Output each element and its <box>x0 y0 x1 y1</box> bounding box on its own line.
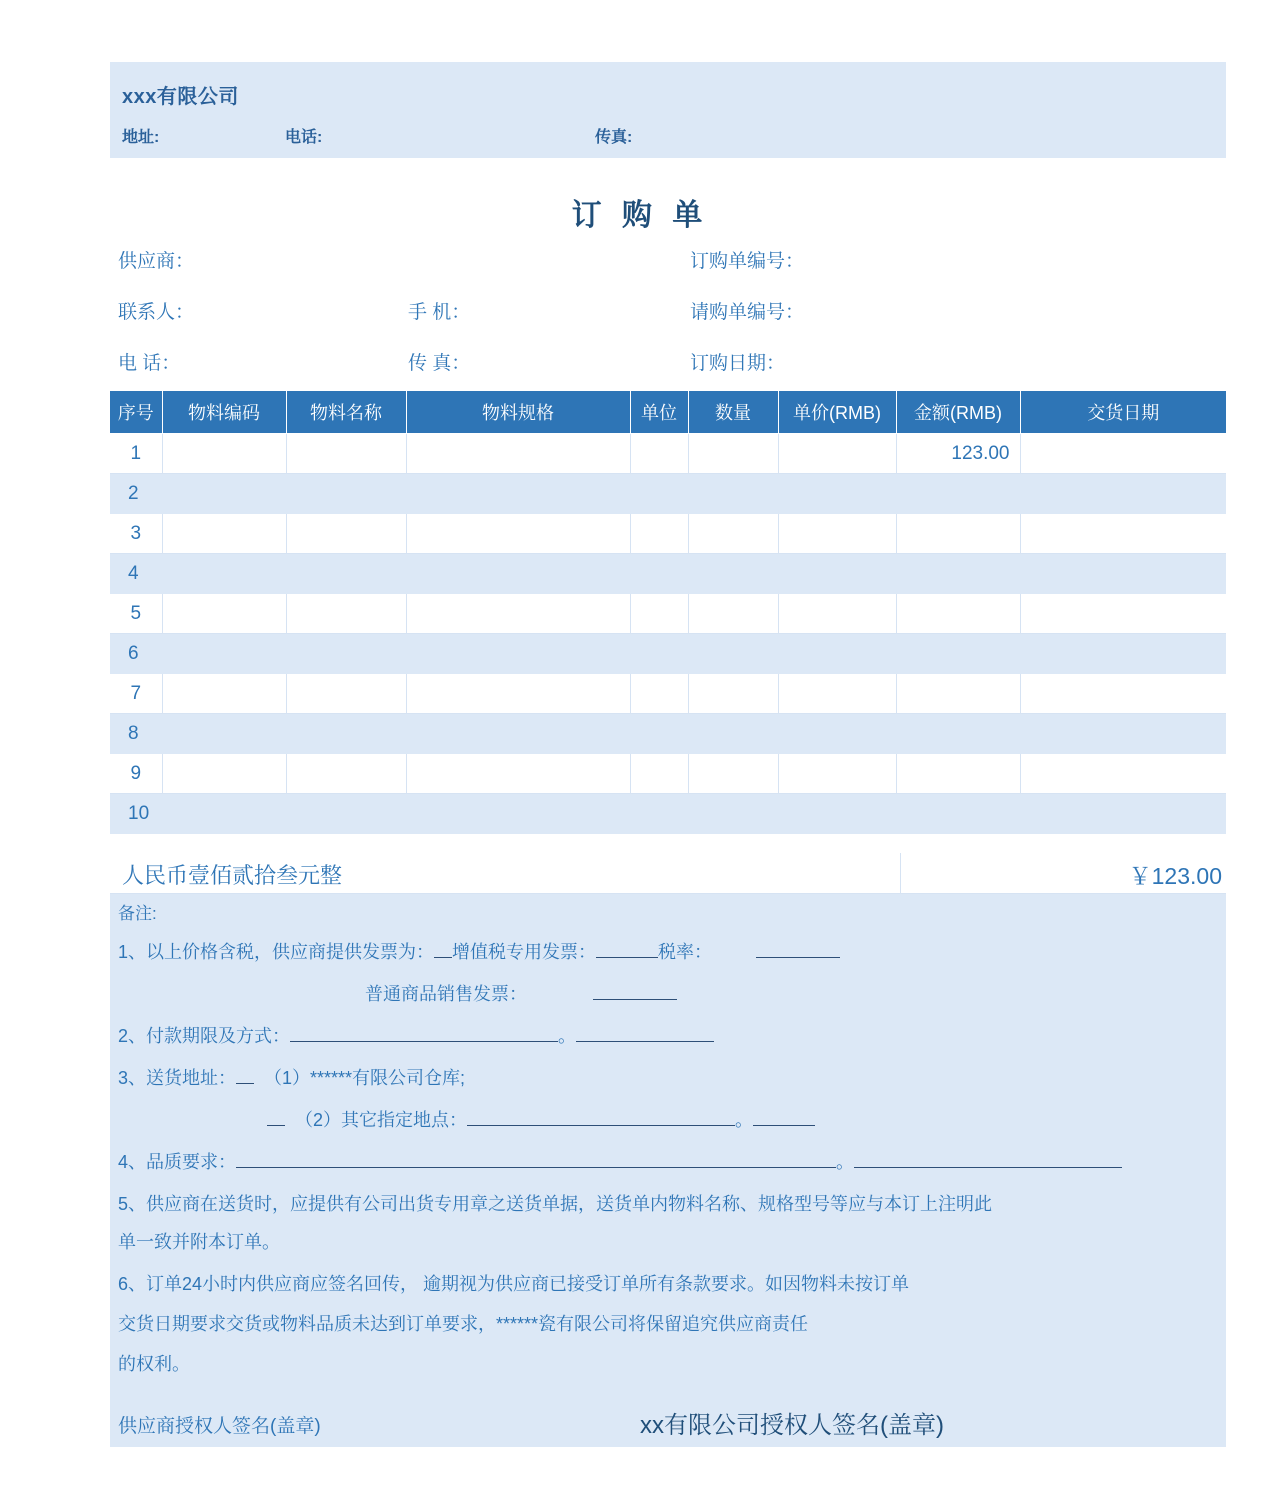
cell-price[interactable] <box>778 674 896 714</box>
cell-delivery[interactable] <box>1020 514 1226 554</box>
cell-unit[interactable] <box>630 634 688 674</box>
supplier-label: 供应商： <box>118 251 195 272</box>
cell-delivery[interactable] <box>1020 714 1226 754</box>
note-1 <box>118 942 840 964</box>
fax-label: 传 真： <box>408 353 471 374</box>
table-row[interactable] <box>110 794 1226 834</box>
signature-row <box>110 1405 1226 1447</box>
cell-price[interactable] <box>778 554 896 594</box>
note-4 <box>118 1152 1122 1174</box>
cell-code[interactable] <box>162 474 286 514</box>
note-3 <box>118 1068 465 1090</box>
meta-line-2 <box>110 297 1230 337</box>
cell-delivery[interactable] <box>1020 554 1226 594</box>
table-row[interactable] <box>110 714 1226 754</box>
meta-line-3 <box>110 348 1230 388</box>
cell-amount[interactable] <box>896 634 1020 674</box>
col-header-spec: 物料规格 <box>406 391 630 434</box>
note-4-period: 。 <box>836 1152 855 1172</box>
note-2-blank-b[interactable] <box>576 1041 714 1042</box>
cell-unit[interactable] <box>630 674 688 714</box>
cell-code[interactable] <box>162 674 286 714</box>
table-row[interactable] <box>110 754 1226 794</box>
note-2 <box>118 1026 714 1048</box>
cell-qty[interactable] <box>688 714 778 754</box>
company-contact-row <box>122 124 1212 150</box>
cell-unit[interactable] <box>630 714 688 754</box>
cell-code[interactable] <box>162 554 286 594</box>
note-1-line-2 <box>365 984 677 1006</box>
note-1-blank-c[interactable] <box>756 957 840 958</box>
cell-seq: 4 <box>110 554 162 594</box>
cell-name[interactable] <box>286 594 406 634</box>
total-row-divider <box>900 853 901 893</box>
note-1-text-b: 增值税专用发票： <box>452 942 597 962</box>
cell-unit[interactable] <box>630 754 688 794</box>
cell-seq: 5 <box>110 594 162 634</box>
company-address-label: 地址: <box>122 129 160 146</box>
table-row[interactable] <box>110 474 1226 514</box>
note-1b-text: 普通商品销售发票： <box>365 984 527 1004</box>
note-5-line-1: 5、供应商在送货时，应提供有公司出货专用章之送货单据，送货单内物料名称、规格型号等应与本订上注明此 <box>118 1194 993 1214</box>
cell-qty[interactable] <box>688 514 778 554</box>
cell-name[interactable] <box>286 674 406 714</box>
col-header-amount: 金额(RMB) <box>896 391 1020 434</box>
note-2-period: 。 <box>558 1026 577 1046</box>
items-table-body <box>110 434 1226 834</box>
cell-unit[interactable] <box>630 514 688 554</box>
company-name: xxx有限公司 <box>122 86 239 108</box>
cell-delivery[interactable] <box>1020 794 1226 834</box>
company-header-band <box>110 62 1226 158</box>
cell-spec[interactable] <box>406 714 630 754</box>
note-4-blank-a[interactable] <box>236 1167 836 1168</box>
cell-spec[interactable] <box>406 434 630 474</box>
cell-qty[interactable] <box>688 634 778 674</box>
col-header-code: 物料编码 <box>162 391 286 434</box>
telephone-label: 电 话： <box>118 353 181 374</box>
remark-label: 备注: <box>118 904 157 923</box>
order-number-label: 订购单编号： <box>690 251 805 272</box>
cell-name[interactable] <box>286 714 406 754</box>
cell-spec[interactable] <box>406 794 630 834</box>
cell-code[interactable] <box>162 754 286 794</box>
cell-amount[interactable]: 123.00 <box>896 434 1020 474</box>
col-header-delivery: 交货日期 <box>1020 391 1226 434</box>
document-title: 订 购 单 <box>571 199 709 232</box>
cell-qty[interactable] <box>688 754 778 794</box>
requisition-number-label: 请购单编号： <box>690 302 805 323</box>
note-3b-blank-c[interactable] <box>753 1125 815 1126</box>
note-1-text-c: 税率： <box>658 942 713 962</box>
col-header-name: 物料名称 <box>286 391 406 434</box>
order-meta-fields <box>110 246 1230 374</box>
contact-person-label: 联系人： <box>118 302 195 323</box>
cell-qty[interactable] <box>688 674 778 714</box>
cell-price[interactable] <box>778 634 896 674</box>
note-2-text: 2、付款期限及方式： <box>118 1026 291 1046</box>
cell-delivery[interactable] <box>1020 674 1226 714</box>
cell-name[interactable] <box>286 434 406 474</box>
cell-qty[interactable] <box>688 794 778 834</box>
col-header-qty: 数量 <box>688 391 778 434</box>
cell-spec[interactable] <box>406 474 630 514</box>
cell-seq: 2 <box>110 474 162 514</box>
table-row[interactable] <box>110 674 1226 714</box>
cell-name[interactable] <box>286 754 406 794</box>
table-row[interactable] <box>110 514 1226 554</box>
cell-delivery[interactable] <box>1020 474 1226 514</box>
note-3-line-2 <box>267 1110 815 1132</box>
note-1b-blank[interactable] <box>593 999 677 1000</box>
cell-spec[interactable] <box>406 634 630 674</box>
cell-price[interactable] <box>778 514 896 554</box>
cell-delivery[interactable] <box>1020 754 1226 794</box>
cell-seq: 9 <box>110 754 162 794</box>
cell-amount[interactable] <box>896 674 1020 714</box>
cell-seq: 1 <box>110 434 162 474</box>
cell-price[interactable] <box>778 434 896 474</box>
order-date-label: 订购日期： <box>690 353 786 374</box>
cell-amount[interactable] <box>896 794 1020 834</box>
table-header-row <box>110 391 1226 434</box>
cell-amount[interactable] <box>896 714 1020 754</box>
note-3-text: 3、送货地址： <box>118 1068 237 1088</box>
cell-price[interactable] <box>778 794 896 834</box>
cell-price[interactable] <box>778 474 896 514</box>
cell-spec[interactable] <box>406 514 630 554</box>
cell-seq: 8 <box>110 714 162 754</box>
cell-amount[interactable] <box>896 514 1020 554</box>
note-3b-blank-a[interactable] <box>267 1125 285 1126</box>
col-header-seq: 序号 <box>110 391 162 434</box>
notes-panel <box>110 894 1226 1447</box>
table-row[interactable] <box>110 434 1226 474</box>
cell-amount[interactable] <box>896 474 1020 514</box>
cell-code[interactable] <box>162 634 286 674</box>
note-3-item-1: （1）******有限公司仓库; <box>264 1068 466 1088</box>
table-row[interactable] <box>110 554 1226 594</box>
note-3b-period: 。 <box>735 1110 754 1130</box>
company-phone-label: 电话: <box>285 129 323 146</box>
cell-unit[interactable] <box>630 594 688 634</box>
mobile-label: 手 机： <box>408 302 471 323</box>
total-amount-in-words: 人民币壹佰贰拾叁元整 <box>122 863 343 888</box>
cell-amount[interactable] <box>896 554 1020 594</box>
cell-qty[interactable] <box>688 594 778 634</box>
cell-amount[interactable] <box>896 594 1020 634</box>
cell-seq: 3 <box>110 514 162 554</box>
items-table <box>110 391 1226 834</box>
note-6-line-3: 的权利。 <box>118 1354 190 1374</box>
cell-qty[interactable] <box>688 434 778 474</box>
note-6-line-2: 交货日期要求交货或物料品质未达到订单要求，******瓷有限公司将保留追究供应商责任 <box>118 1314 809 1334</box>
cell-spec[interactable] <box>406 754 630 794</box>
cell-unit[interactable] <box>630 474 688 514</box>
cell-price[interactable] <box>778 714 896 754</box>
cell-unit[interactable] <box>630 794 688 834</box>
cell-spec[interactable] <box>406 674 630 714</box>
cell-delivery[interactable] <box>1020 434 1226 474</box>
cell-code[interactable] <box>162 594 286 634</box>
note-1-blank-a[interactable] <box>434 957 452 958</box>
cell-code[interactable] <box>162 794 286 834</box>
cell-name[interactable] <box>286 554 406 594</box>
cell-name[interactable] <box>286 474 406 514</box>
cell-seq: 10 <box>110 794 162 834</box>
total-amount-value: ￥123.00 <box>1128 863 1222 889</box>
company-fax-label: 传真: <box>595 129 633 146</box>
cell-qty[interactable] <box>688 474 778 514</box>
table-row[interactable] <box>110 594 1226 634</box>
note-3b-item-2: （2）其它指定地点： <box>295 1110 468 1130</box>
note-3b-blank-b[interactable] <box>467 1125 735 1126</box>
meta-line-1 <box>110 246 1230 286</box>
total-row <box>110 853 1226 894</box>
note-2-blank-a[interactable] <box>290 1041 558 1042</box>
cell-name[interactable] <box>286 794 406 834</box>
cell-code[interactable] <box>162 514 286 554</box>
col-header-unit: 单位 <box>630 391 688 434</box>
note-6-line-1: 6、订单24小时内供应商应签名回传， 逾期视为供应商已接受订单所有条款要求。如因物料未按订单 <box>118 1274 910 1294</box>
cell-delivery[interactable] <box>1020 634 1226 674</box>
cell-name[interactable] <box>286 634 406 674</box>
cell-name[interactable] <box>286 514 406 554</box>
cell-unit[interactable] <box>630 554 688 594</box>
cell-amount[interactable] <box>896 754 1020 794</box>
note-4-text: 4、品质要求： <box>118 1152 237 1172</box>
note-1-text-a: 1、以上价格含税，供应商提供发票为： <box>118 942 435 962</box>
table-row[interactable] <box>110 634 1226 674</box>
cell-qty[interactable] <box>688 554 778 594</box>
cell-price[interactable] <box>778 754 896 794</box>
cell-seq: 7 <box>110 674 162 714</box>
note-1-blank-b[interactable] <box>596 957 658 958</box>
cell-spec[interactable] <box>406 594 630 634</box>
col-header-price: 单价(RMB) <box>778 391 896 434</box>
cell-seq: 6 <box>110 634 162 674</box>
cell-price[interactable] <box>778 594 896 634</box>
cell-code[interactable] <box>162 714 286 754</box>
cell-code[interactable] <box>162 434 286 474</box>
cell-unit[interactable] <box>630 434 688 474</box>
note-5-line-2: 单一致并附本订单。 <box>118 1232 280 1252</box>
cell-delivery[interactable] <box>1020 594 1226 634</box>
buyer-signature-label: xx有限公司授权人签名(盖章) <box>640 1412 944 1439</box>
note-4-blank-b[interactable] <box>854 1167 1122 1168</box>
cell-spec[interactable] <box>406 554 630 594</box>
note-3-blank[interactable] <box>236 1083 254 1084</box>
supplier-signature-label: 供应商授权人签名(盖章) <box>118 1416 321 1437</box>
